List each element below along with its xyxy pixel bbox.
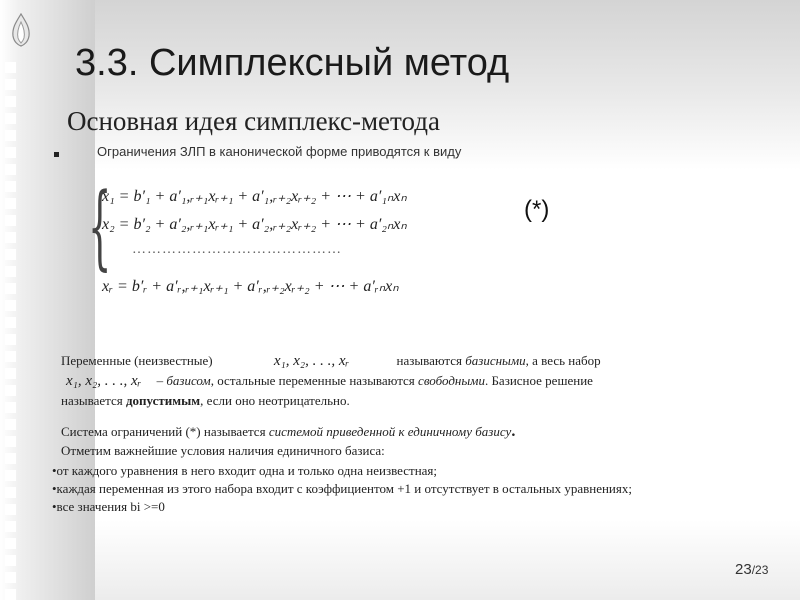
decorative-square	[5, 453, 16, 464]
decorative-square	[5, 368, 16, 379]
term-admissible: допустимым	[125, 393, 201, 408]
para1-text-b: называются	[396, 353, 462, 368]
decorative-square-strip	[0, 0, 22, 600]
decorative-square	[5, 79, 16, 90]
para1-dash: –	[156, 373, 164, 388]
bullet-item-3: •все значения bi >=0	[52, 499, 165, 514]
decorative-square	[5, 470, 16, 481]
decorative-square	[5, 504, 16, 515]
decorative-square	[5, 572, 16, 583]
term-basic: базисными	[465, 353, 526, 368]
equation-1: x₁ = b′₁ + a′₁,ᵣ₊₁xᵣ₊₁ + a′₁,ᵣ₊₂xᵣ₊₂ + ⋯ + a′₁ₙxₙ	[102, 188, 407, 205]
decorative-square	[5, 589, 16, 600]
left-brace-icon: {	[88, 173, 112, 280]
bullet-item-2: •каждая переменная из этого набора входит с коэффициентом +1 и отсутствует в остальных уравнениях;	[52, 481, 632, 496]
equation-ellipsis: ……………………………………	[132, 242, 342, 257]
bullet-square-icon	[54, 152, 59, 157]
equation-r: xᵣ = b′ᵣ + a′ᵣ,ᵣ₊₁xᵣ₊₁ + a′ᵣ,ᵣ₊₂xᵣ₊₂ + ⋯ + a′ᵣₙxₙ	[102, 278, 399, 295]
system-label: (*)	[524, 196, 550, 223]
para1-text-g: называется	[61, 393, 123, 408]
decorative-square	[5, 266, 16, 277]
decorative-square	[5, 555, 16, 566]
decorative-square	[5, 334, 16, 345]
lead-text: Ограничения ЗЛП в канонической форме приводятся к виду	[97, 144, 462, 159]
slide-title: 3.3. Симплексный метод	[75, 42, 510, 84]
decorative-square	[5, 147, 16, 158]
term-basis: базисом	[166, 373, 211, 388]
para3: Отметим важнейшие условия наличия единичного базиса:	[61, 443, 385, 458]
bullet-item-1: •от каждого уравнения в него входит одна и только одна неизвестная;	[52, 463, 438, 478]
para1-text-h: , если оно неотрицательно.	[200, 393, 350, 408]
equation-2: x₂ = b′₂ + a′₂,ᵣ₊₁xᵣ₊₁ + a′₂,ᵣ₊₂xᵣ₊₂ + ⋯ + a′₂ₙxₙ	[102, 216, 407, 233]
slide-subtitle: Основная идея симплекс-метода	[67, 106, 440, 136]
basis-variables: x₁, x₂, . . ., xᵣ	[273, 353, 350, 369]
decorative-square	[5, 249, 16, 260]
decorative-square	[5, 402, 16, 413]
para1-text-e: , остальные переменные называются	[210, 373, 415, 388]
decorative-square	[5, 215, 16, 226]
decorative-square	[5, 521, 16, 532]
para1-line1	[61, 353, 601, 370]
basis-variables-2: x₁, x₂, . . ., xᵣ	[66, 373, 142, 389]
decorative-square	[5, 62, 16, 73]
page-total: /23	[751, 563, 769, 577]
decorative-square	[5, 385, 16, 396]
para1-text-a: Переменные (неизвестные)	[61, 353, 213, 368]
decorative-square	[5, 436, 16, 447]
footer-gradient	[95, 520, 800, 600]
decorative-square	[5, 538, 16, 549]
para1-text-f: . Базисное решение	[484, 373, 593, 388]
decorative-square	[5, 164, 16, 175]
decorative-square	[5, 130, 16, 141]
decorative-square	[5, 419, 16, 430]
decorative-square	[5, 232, 16, 243]
page-number	[735, 561, 768, 578]
decorative-square	[5, 317, 16, 328]
decorative-square	[5, 113, 16, 124]
term-free: свободными	[418, 373, 485, 388]
term-reduced-system: системой приведенной к единичному базису	[268, 424, 512, 439]
page-current: 23	[735, 561, 752, 578]
para2	[61, 423, 515, 441]
para1-line2	[66, 373, 593, 390]
decorative-square	[5, 96, 16, 107]
para2-text-a: Система ограничений (*) называется	[61, 424, 266, 439]
para1-line3	[61, 393, 350, 409]
decorative-square	[5, 181, 16, 192]
para2-period: .	[511, 423, 516, 440]
decorative-square	[5, 283, 16, 294]
para1-text-c: , а весь набор	[525, 353, 601, 368]
flame-logo-icon	[4, 12, 38, 48]
equation-system	[88, 172, 458, 302]
decorative-square	[5, 300, 16, 311]
decorative-square	[5, 351, 16, 362]
decorative-square	[5, 198, 16, 209]
decorative-square	[5, 487, 16, 498]
